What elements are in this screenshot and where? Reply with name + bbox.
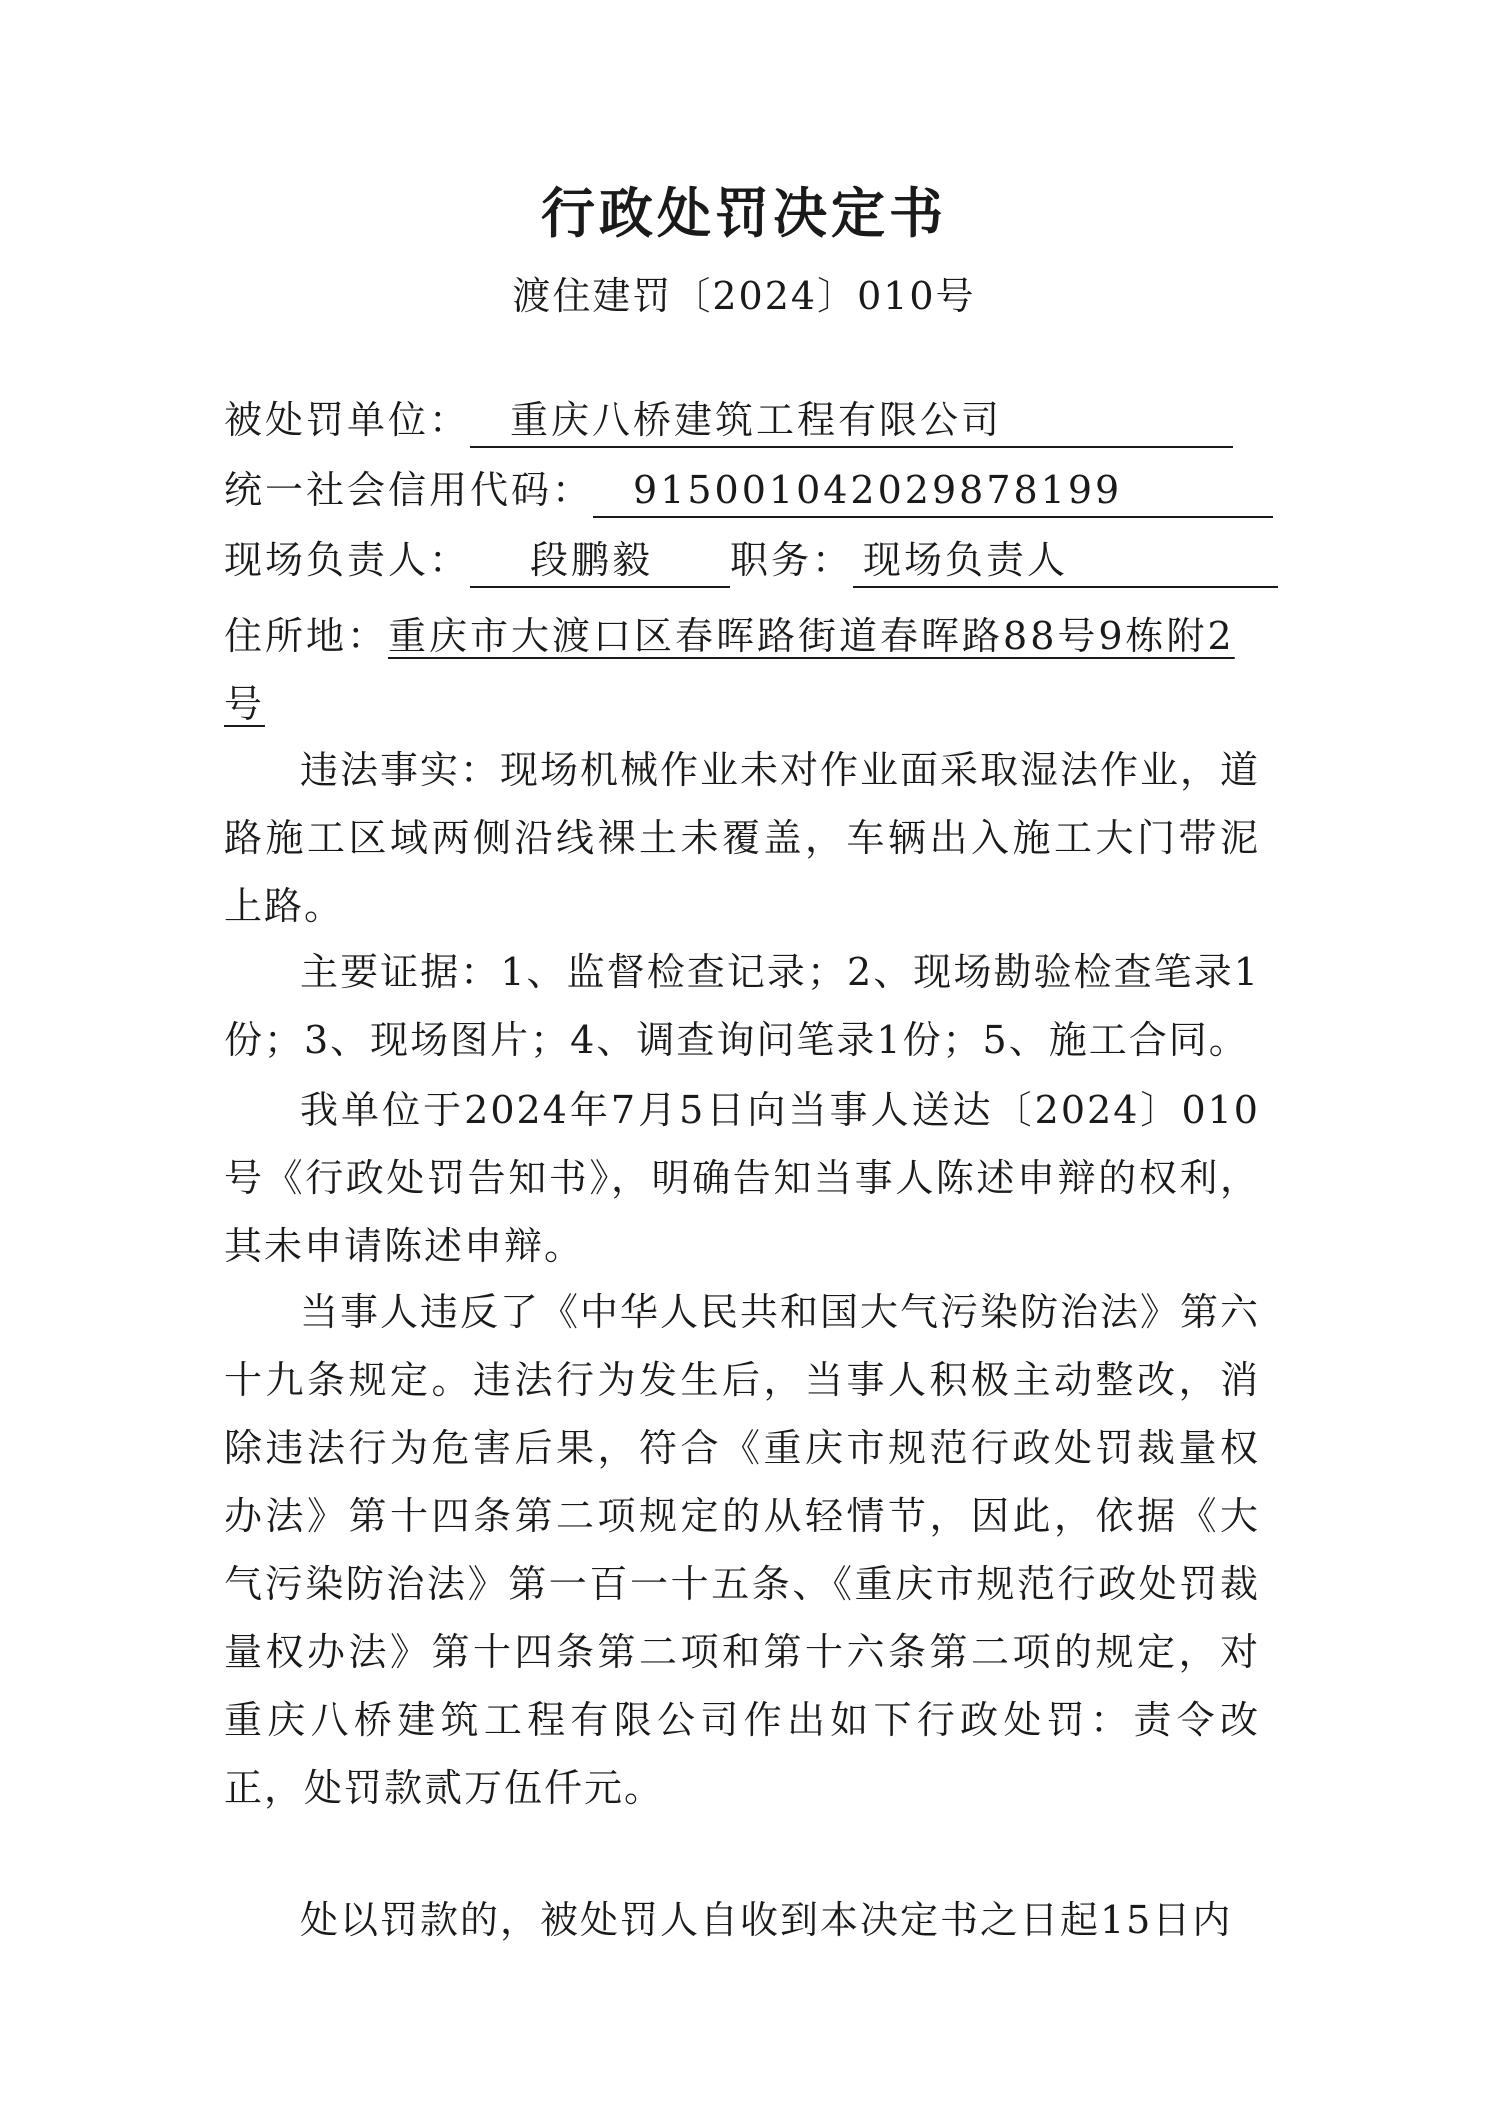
position-value: 现场负责人 <box>853 532 1278 588</box>
penalized-unit-value: 重庆八桥建筑工程有限公司 <box>470 392 1233 448</box>
address-row <box>224 602 1260 738</box>
address-label: 住所地： <box>224 614 389 658</box>
document-number: 渡住建罚〔2024〕010号 <box>512 274 976 318</box>
site-manager-value: 段鹏毅 <box>470 532 730 588</box>
credit-code-row <box>224 462 1273 522</box>
notice-paragraph: 我单位于2024年7月5日向当事人送达〔2024〕010号《行政处罚告知书》，明确告知当事人陈述申辩的权利，其未申请陈述申辩。 <box>224 1088 1260 1268</box>
payment-paragraph: 处以罚款的，被处罚人自收到本决定书之日起15日内 <box>300 1898 1233 1942</box>
penalized-unit-label: 被处罚单位： <box>224 398 471 442</box>
credit-code-label: 统一社会信用代码： <box>224 468 594 512</box>
site-manager-label: 现场负责人： <box>224 538 471 582</box>
credit-code-value: 915001042029878199 <box>593 462 1273 518</box>
position-label: 职务： <box>730 538 854 582</box>
document-title: 行政处罚决定书 <box>541 181 947 245</box>
address-value: 重庆市大渡口区春晖路街道春晖路88号9栋附2号 <box>224 614 1235 726</box>
penalized-unit-row <box>224 392 1233 452</box>
decision-paragraph: 当事人违反了《中华人民共和国大气污染防治法》第六十九条规定。违法行为发生后，当事人积极主动整改，消除违法行为危害后果，符合《重庆市规范行政处罚裁量权办法》第十四条第二项规定的从轻情节，因此，依据《大气污染防治法》第一百一十五条、《重庆市规范行政处罚裁量权办法》第十四条第二项和第十六条第二项的规定，对重庆八桥建筑工程有限公司作出如下行政处罚：责令改正，处罚款贰万伍仟元。 <box>224 1290 1261 1810</box>
site-manager-row <box>224 532 1278 592</box>
evidence-paragraph: 主要证据：1、监督检查记录；2、现场勘验检查笔录1份；3、现场图片；4、调查询问笔录1份；5、施工合同。 <box>224 950 1260 1062</box>
facts-paragraph: 违法事实：现场机械作业未对作业面采取湿法作业，道路施工区域两侧沿线裸土未覆盖，车辆出入施工大门带泥上路。 <box>224 748 1261 928</box>
